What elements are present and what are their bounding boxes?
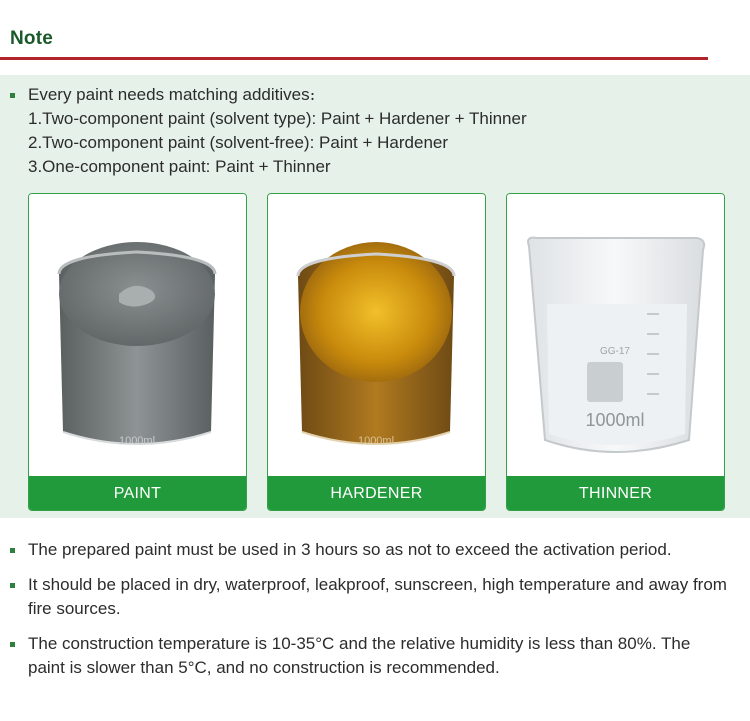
paint-card <box>28 193 247 511</box>
intro-lead: Every paint needs matching additives։ <box>28 85 316 104</box>
note-text: The construction temperature is 10-35°C and the relative humidity is less than 80%. The paint is slower than 5°C, and no construction is recommended. <box>28 634 691 677</box>
svg-text:1000ml: 1000ml <box>118 435 156 447</box>
intro-lead-row <box>10 83 527 107</box>
thinner-card <box>506 193 725 511</box>
note-text: It should be placed in dry, waterproof, leakproof, sunscreen, high temperature and away from fire sources. <box>28 575 727 618</box>
bullet-icon <box>10 642 15 647</box>
beaker-volume-text: 1000ml <box>585 410 645 430</box>
svg-text:1000ml: 1000ml <box>357 435 395 447</box>
intro-line: 1.Two-component paint (solvent type): Paint + Hardener + Thinner <box>28 109 527 128</box>
note-text: The prepared paint must be used in 3 hours so as not to exceed the activation period. <box>28 540 672 559</box>
intro-line: 2.Two-component paint (solvent-free): Paint + Hardener <box>28 133 449 152</box>
card-label-paint: PAINT <box>29 476 246 511</box>
bullet-icon <box>10 583 15 588</box>
paint-beaker-photo-icon <box>29 194 246 476</box>
beaker-mark: GG-17 <box>599 346 631 357</box>
note-item <box>10 573 730 621</box>
intro-block <box>10 83 527 179</box>
note-item <box>10 538 730 562</box>
card-label-thinner: THINNER <box>507 476 724 511</box>
bullet-icon <box>10 93 15 98</box>
note-item <box>10 632 730 680</box>
section-title: Note <box>10 28 54 49</box>
card-label-hardener: HARDENER <box>268 476 485 511</box>
bullet-icon <box>10 548 15 553</box>
hardener-card <box>267 193 486 511</box>
intro-line: 3.One-component paint: Paint + Thinner <box>28 157 331 176</box>
thinner-beaker-photo-icon <box>507 194 724 476</box>
notes-list <box>10 538 730 691</box>
hardener-beaker-photo-icon <box>268 194 485 476</box>
title-divider <box>0 57 708 60</box>
